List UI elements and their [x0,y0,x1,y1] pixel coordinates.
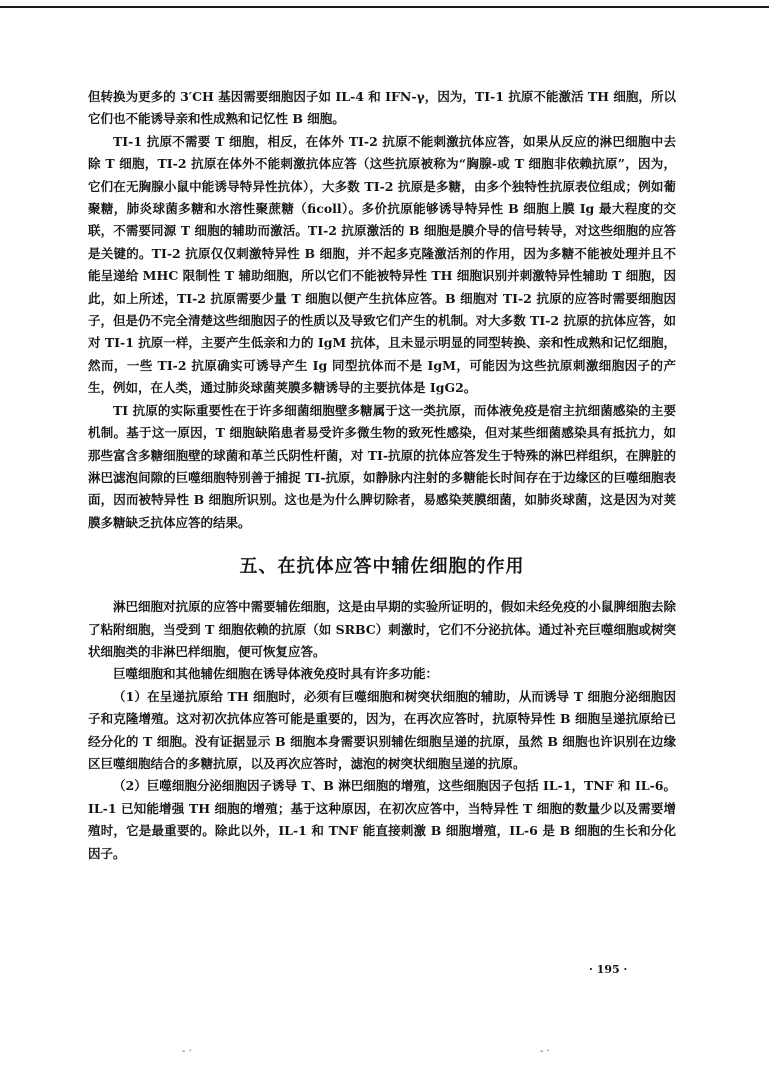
scan-mark: - · [182,1046,192,1057]
paragraph: 但转换为更多的 3′CH 基因需要细胞因子如 IL-4 和 IFN-γ，因为，TI-1 抗原不能激活 TH 细胞，所以它们也不能诱导亲和性成熟和记忆性 B 细胞。 [88,89,676,127]
scan-edge-line [0,6,769,8]
paragraph: 淋巴细胞对抗原的应答中需要辅佐细胞，这是由早期的实验所证明的，假如未经免疫的小鼠脾细胞去除了粘附细胞，当受到 T 细胞依赖的抗原（如 SRBC）刺激时，它们不分泌抗体。通过补充巨噬细胞或树突状细胞类的非淋巴样细胞，便可恢复应答。 [88,599,676,659]
paragraph: TI-1 抗原不需要 T 细胞，相反，在体外 TI-2 抗原不能刺激抗体应答，如果从反应的淋巴细胞中去除 T 细胞，TI-2 抗原在体外不能刺激抗体应答（这些抗原被称为“胸腺-或 T 细胞非依赖抗原”，因为，它们在无胸腺小鼠中能诱导特异性抗体），大多数 TI-2 抗原是多糖，由多个独特性抗原表位组成；例如葡聚糖，肺炎球菌多糖和水溶性聚蔗糖（ficoll）。多价抗原能够诱导特异性 B 细胞上膜 Ig 最大程度的交联，不需要同源 T 细胞的辅助而激活。TI-2 抗原激活的 B 细胞是膜介导的信号转导，对这些细胞的应答是关键的。TI-2 抗原仅仅刺激特异性 B 细胞，并不起多克隆激活剂的作用，因为多糖不能被处理并且不能呈递给 MHC 限制性 T 辅助细胞，所以它们不能被特异性 TH 细胞识别并刺激特异性辅助 T 细胞，因此，如上所述，TI-2 抗原需要少量 T 细胞以便产生抗体应答。B 细胞对 TI-2 抗原的应答时需要细胞因子，但是仍不完全清楚这些细胞因子的性质以及导致它们产生的机制。对大多数 TI-2 抗原的抗体应答，如对 TI-1 抗原一样，主要产生低亲和力的 IgM 抗体，且未显示明显的同型转换、亲和性成熟和记忆细胞，然而，一些 TI-2 抗原确实可诱导产生 Ig 同型抗体而不是 IgM，可能因为这些抗原刺激细胞因子的产生，例如，在人类，通过肺炎球菌荚膜多糖诱导的主要抗体是 IgG2。 [88,133,676,396]
paragraph: （1）在呈递抗原给 TH 细胞时，必须有巨噬细胞和树突状细胞的辅助，从而诱导 T 细胞分泌细胞因子和克隆增殖。这对初次抗体应答可能是重要的，因为，在再次应答时，抗原特异性 B 细胞呈递抗原给已经分化的 T 细胞。没有证据显示 B 细胞本身需要识别辅佐细胞呈递的抗原，虽然 B 细胞也许识别在边缘区巨噬细胞结合的多糖抗原，以及再次应答时，滤泡的树突状细胞呈递的抗原。 [88,688,676,771]
scan-mark: - · [540,1046,550,1057]
paragraph: （2）巨噬细胞分泌细胞因子诱导 T、B 淋巴细胞的增殖，这些细胞因子包括 IL-1，TNF 和 IL-6。IL-1 已知能增强 TH 细胞的增殖；基于这种原因，在初次应答中，当特异性 T 细胞的数量少以及需要增殖时，它是最重要的。除此以外，IL-1 和 TNF 能直接刺激 B 细胞增殖，IL-6 是 B 细胞的生长和分化因子。 [88,778,676,861]
page-number: · 195 · [589,963,628,976]
paragraph: 巨噬细胞和其他辅佐细胞在诱导体液免疫时具有许多功能： [113,666,439,682]
paragraph: TI 抗原的实际重要性在于许多细菌细胞壁多糖属于这一类抗原，而体液免疫是宿主抗细菌感染的主要机制。基于这一原因，T 细胞缺陷患者易受许多微生物的致死性感染，但对某些细菌感染具有抵抗力，如那些富含多糖细胞壁的球菌和革兰氏阴性杆菌，对 TI-抗原的抗体应答发生于特殊的淋巴样组织，在脾脏的淋巴滤泡间隙的巨噬细胞特别善于捕捉 TI-抗原，如静脉内注射的多糖能长时间存在于边缘区的巨噬细胞表面，因而被特异性 B 细胞所识别。这也是为什么脾切除者，易感染荚膜细菌，如肺炎球菌，这是因为对荚膜多糖缺乏抗体应答的结果。 [88,402,676,530]
section-heading: 五、在抗体应答中辅佐细胞的作用 [239,556,525,578]
body-text [88,86,676,865]
